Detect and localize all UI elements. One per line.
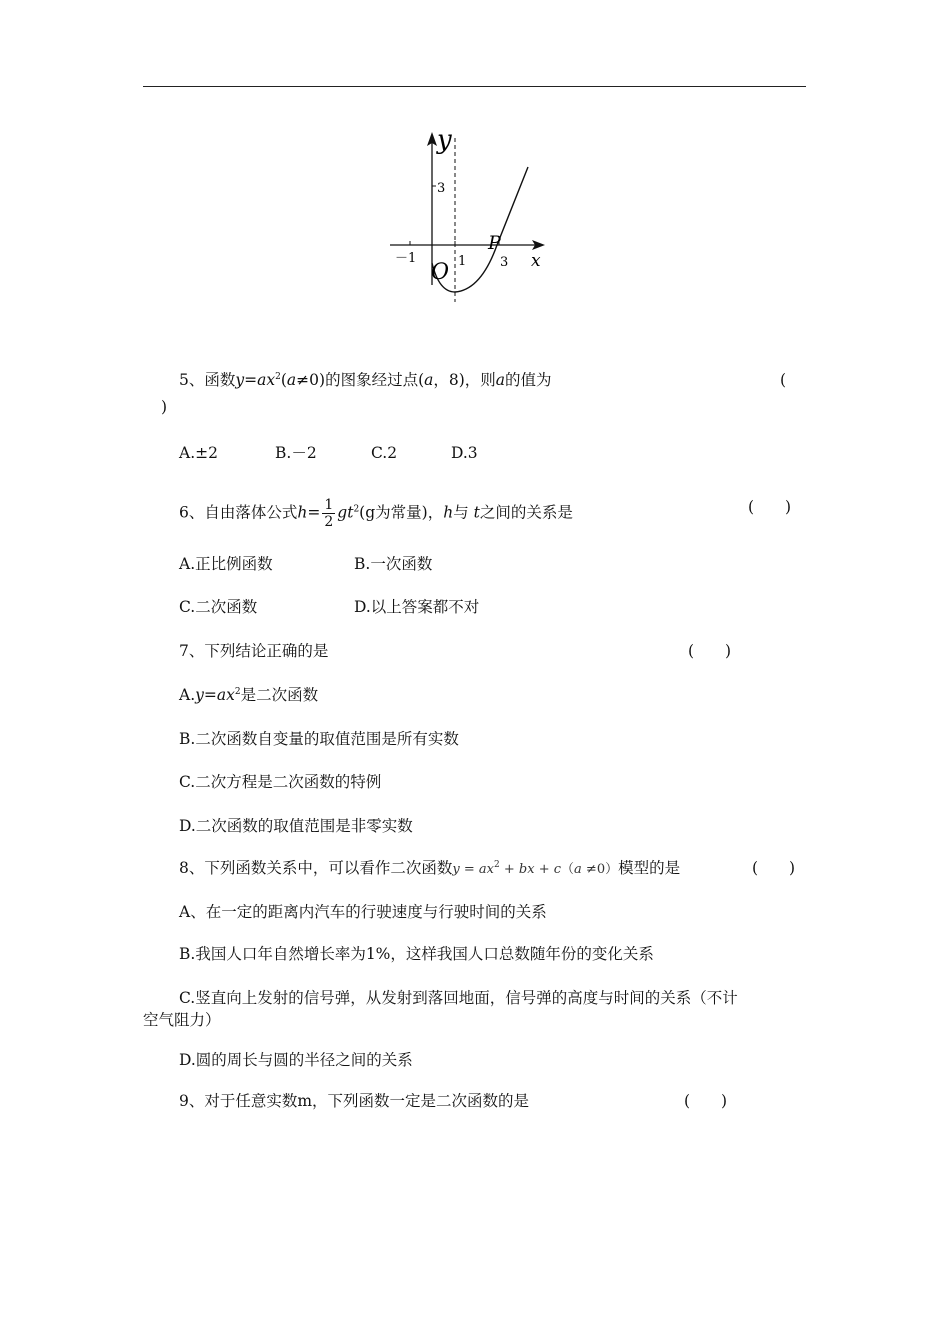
q5-stem: 5、函数$y=ax^2(a\ne 0)$的图象经过点(a，8)，则a的值为 <box>179 371 552 389</box>
q8-option-b: B.我国人口年自然增长率为1%，这样我国人口总数随年份的变化关系 <box>179 945 654 963</box>
tick-label-1: 1 <box>458 254 467 269</box>
quadratic-formula: $y = ax^2$ + bx + c（a ≠0） <box>452 860 619 877</box>
q6-option-a: A.正比例函数 <box>179 555 273 573</box>
q8-option-c-line2: 空气阻力） <box>143 1011 221 1029</box>
q5-option-a: A.±2 <box>179 444 218 462</box>
q6-option-b: B.一次函数 <box>354 555 433 573</box>
q8-stem: 8、下列函数关系中，可以看作二次函数$y = ax^2$ + bx + c（a ≠0）模型的是 <box>179 859 681 877</box>
tick-label-3x: 3 <box>500 255 509 270</box>
q7-option-a: $A.y=ax^2$是二次函数 <box>179 686 319 704</box>
parabola-graph <box>385 120 555 310</box>
origin-label: O <box>431 260 450 285</box>
point-label: P <box>488 232 501 254</box>
q7-option-b: B.二次函数自变量的取值范围是所有实数 <box>179 730 459 748</box>
q7-stem: 7、下列结论正确的是 <box>179 642 329 660</box>
x-axis-label: x <box>531 251 541 271</box>
tick-label-neg1: －1 <box>395 251 417 266</box>
half-fraction: $\frac{1}{2}$ <box>324 497 334 530</box>
q6-stem: 6、自由落体公式h= $\frac{1}{2}$ $gt^2(g$为常量)，h与 t之间的关系是 <box>179 497 573 530</box>
y-axis-label: y <box>437 125 452 155</box>
q5-option-d: D.3 <box>451 444 478 462</box>
q5-option-b: B.－2 <box>275 444 317 462</box>
q9-stem: 9、对于任意实数m，下列函数一定是二次函数的是 <box>179 1092 530 1110</box>
q9-answer-paren: ( ) <box>684 1092 728 1110</box>
q7-option-d: D.二次函数的取值范围是非零实数 <box>179 817 413 835</box>
q8-option-c-line1: C.竖直向上发射的信号弹，从发射到落回地面，信号弹的高度与时间的关系（不计 <box>179 989 738 1007</box>
q8-option-d: D.圆的周长与圆的半径之间的关系 <box>179 1051 413 1069</box>
q5-answer-paren-close: ) <box>161 398 168 416</box>
q5-option-c: C.2 <box>371 444 398 462</box>
q5-answer-paren-open: ( <box>780 371 787 389</box>
q8-option-a: A、在一定的距离内汽车的行驶速度与行驶时间的关系 <box>179 903 547 921</box>
q6-option-c: C.二次函数 <box>179 598 258 616</box>
q6-answer-paren: ( ) <box>748 498 792 516</box>
header-rule <box>143 86 806 87</box>
q7-answer-paren: ( ) <box>688 642 732 660</box>
tick-label-3y: 3 <box>437 181 446 196</box>
q7-option-c: C.二次方程是二次函数的特例 <box>179 773 382 791</box>
q6-option-d: D.以上答案都不对 <box>354 598 480 616</box>
q8-answer-paren: ( ) <box>752 859 796 877</box>
